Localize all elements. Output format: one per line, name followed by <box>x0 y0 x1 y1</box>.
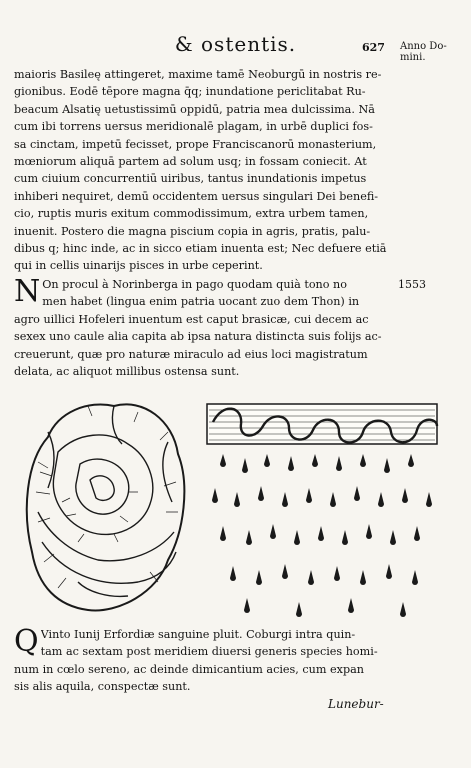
year-label-line1: Anno Do- <box>400 41 447 52</box>
text-line: sexex uno caule alia capita ab ipsa natura distincta suis folijs ac- <box>14 330 382 344</box>
text-line: cum ibi torrens uersus meridionalē plagam, in urbē duplici fos- <box>14 120 373 134</box>
blood-rain-woodcut-icon <box>193 392 441 624</box>
catchword: Lunebur- <box>328 697 384 711</box>
text-line: mœniorum aliquā partem ad solum usq; in fossam coniecit. At <box>14 154 367 168</box>
text-line: men habet (lingua enim patria uocant zuo dem Thon) in <box>42 295 360 309</box>
text-line: inhiberi nequiret, demū occidentem uersus singulari Dei benefi- <box>14 189 379 203</box>
text-line: cum ciuium concurrentiū uiribus, tantus inundationis impetus <box>14 172 367 186</box>
text-line: delata, ac aliquot millibus ostensa sunt. <box>14 364 240 378</box>
page-title: & ostentis. <box>174 32 297 56</box>
drop-cap: Q <box>14 624 39 659</box>
cabbage-woodcut-icon <box>18 392 190 617</box>
margin-year: 1553 <box>398 278 426 291</box>
text-line: cio, ruptis muris exitum commodissimum, extra urbem tamen, <box>14 207 369 221</box>
text-line: beacum Alsatię uetustissimū oppidū, patria mea dulcissima. Nā <box>14 102 375 116</box>
drop-cap: N <box>14 274 41 309</box>
text-line: tam ac sextam post meridiem diuersi generis species homi- <box>40 645 378 659</box>
text-line: num in cœlo sereno, ac deinde dimicantium acies, cum expan <box>14 662 364 676</box>
text-line: qui in cellis uinarijs pisces in urbe ceperint. <box>14 259 263 273</box>
text-line: agro uillici Hofeleri inuentum est caput brasicæ, cui decem ac <box>14 312 369 326</box>
text-line: inuenit. Postero die magna piscium copia in agris, pratis, palu- <box>14 224 371 238</box>
paragraph-2 <box>14 276 394 380</box>
year-label-line2: mini. <box>400 52 426 63</box>
text-line: creuerunt, quæ pro naturæ miraculo ad eius loci magistratum <box>14 347 368 361</box>
text-line: sa cinctam, impetū fecisset, prope Franciscanorū monasterium, <box>14 137 377 151</box>
text-line: Vinto Iunij Erfordiæ sanguine pluit. Coburgi intra quin- <box>40 628 356 641</box>
text-line: sis alis aquila, conspectæ sunt. <box>14 680 191 694</box>
paragraph-1 <box>14 66 394 275</box>
text-line: On procul à Norinberga in pago quodam quià tono no <box>42 278 347 291</box>
text-line: maioris Basileę attingeret, maxime tamē Neoburgū in nostris re- <box>14 68 382 81</box>
text-line: dibus q; hinc inde, ac in sicco etiam inuenta est; Nec defuere etiā <box>14 241 387 255</box>
year-label <box>400 41 460 63</box>
blood-drops <box>212 454 432 617</box>
page-number: 627 <box>362 41 385 54</box>
paragraph-3 <box>14 626 394 696</box>
text-line: gionibus. Eodē tēpore magna q̄q; inundatione periclitabat Ru- <box>14 85 366 99</box>
